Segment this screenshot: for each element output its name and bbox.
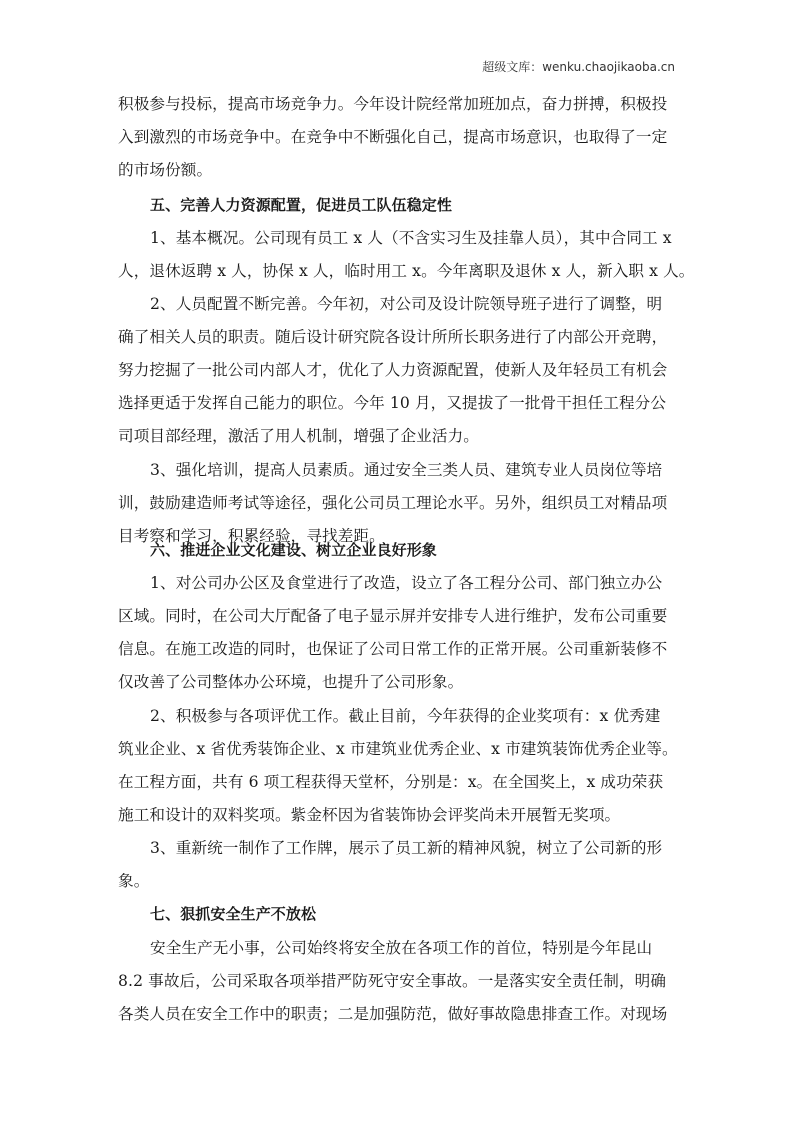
paragraph-line: 选择更适于发挥自己能力的职位。今年 10 月，又提拔了一批骨干担任工程分公 xyxy=(118,394,667,412)
paragraph-line: 象。 xyxy=(118,872,150,890)
paragraph-line: 目考察和学习，积累经验，寻找差距。 xyxy=(118,527,385,545)
paragraph-line: 信息。在施工改造的同时，也保证了公司日常工作的正常开展。公司重新装修不 xyxy=(118,640,668,658)
paragraph-line: 8.2 事故后，公司采取各项举措严防死守安全事故。一是落实安全责任制，明确 xyxy=(118,972,667,990)
paragraph-line: 人，退休返聘 x 人，协保 x 人，临时用工 x。今年离职及退休 x 人，新入职 x 人。 xyxy=(118,262,695,280)
paragraph-line: 安全生产无小事，公司始终将安全放在各项工作的首位，特别是今年昆山 xyxy=(150,939,653,957)
paragraph-line: 司项目部经理，激活了用人机制，增强了企业活力。 xyxy=(118,427,479,445)
section-heading: 七、狠抓安全生产不放松 xyxy=(150,905,317,923)
paragraph-line: 3、重新统一制作了工作牌，展示了员工新的精神风貌，树立了公司新的形 xyxy=(150,839,663,857)
page-header-source: 超级文库：wenku.chaojikaoba.cn xyxy=(482,60,675,74)
paragraph-line: 施工和设计的双料奖项。紫金杯因为省装饰协会评奖尚未开展暂无奖项。 xyxy=(118,806,621,824)
paragraph-line: 确了相关人员的职责。随后设计研究院各设计所所长职务进行了内部公开竞聘， xyxy=(118,328,668,346)
paragraph-line: 积极参与投标，提高市场竞争力。今年设计院经常加班加点，奋力拼搏，积极投 xyxy=(118,95,668,113)
paragraph-line: 入到激烈的市场竞争中。在竞争中不断强化自己，提高市场意识，也取得了一定 xyxy=(118,128,668,146)
paragraph-line: 训，鼓励建造师考试等途径，强化公司员工理论水平。另外，组织员工对精品项 xyxy=(118,494,668,512)
paragraph-line: 在工程方面，共有 6 项工程获得天堂杯，分别是：x。在全国奖上，x 成功荣获 xyxy=(118,773,664,791)
paragraph-line: 1、基本概况。公司现有员工 x 人（不含实习生及挂靠人员），其中合同工 x xyxy=(150,229,672,247)
section-heading: 六、推进企业文化建设、树立企业良好形象 xyxy=(150,541,437,559)
paragraph-line: 3、强化培训，提高人员素质。通过安全三类人员、建筑专业人员岗位等培 xyxy=(150,461,663,479)
paragraph-line: 努力挖掘了一批公司内部人才，优化了人力资源配置，使新人及年轻员工有机会 xyxy=(118,361,668,379)
paragraph-line: 2、人员配置不断完善。今年初，对公司及设计院领导班子进行了调整，明 xyxy=(150,295,663,313)
paragraph-line: 筑业企业、x 省优秀装饰企业、x 市建筑业优秀企业、x 市建筑装饰优秀企业等。 xyxy=(118,740,678,758)
paragraph-line: 2、积极参与各项评优工作。截止目前，今年获得的企业奖项有：x 优秀建 xyxy=(150,707,661,725)
paragraph-line: 区域。同时，在公司大厅配备了电子显示屏并安排专人进行维护，发布公司重要 xyxy=(118,607,668,625)
paragraph-line: 的市场份额。 xyxy=(118,161,213,179)
paragraph-line: 仅改善了公司整体办公环境，也提升了公司形象。 xyxy=(118,673,464,691)
paragraph-line: 各类人员在安全工作中的职责；二是加强防范，做好事故隐患排查工作。对现场 xyxy=(118,1005,668,1023)
paragraph-line: 1、对公司办公区及食堂进行了改造，设立了各工程分公司、部门独立办公 xyxy=(150,574,663,592)
section-heading: 五、完善人力资源配置，促进员工队伍稳定性 xyxy=(150,196,453,214)
